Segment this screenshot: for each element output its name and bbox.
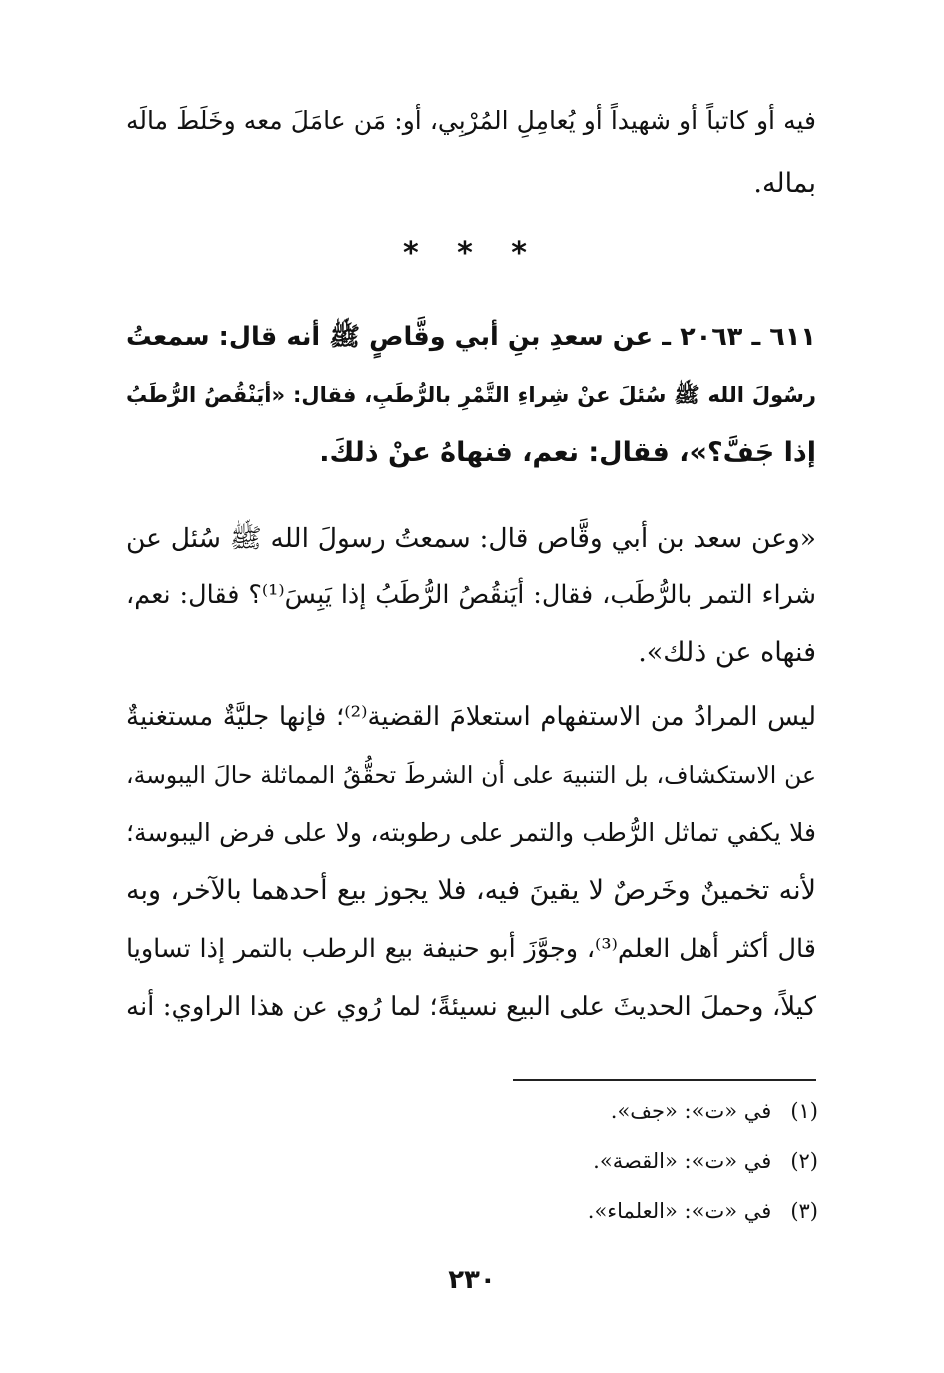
commentary-line-1: «وعن سعد بن أبي وقَّاص قال: سمعتُ رسولَ الله ﷺ سُئل عن xyxy=(126,523,816,554)
footnote-text: في «ت»: «العلماء». xyxy=(587,1199,772,1223)
intro-line-2: بماله. xyxy=(753,168,816,199)
intro-line-1: فيه أو كاتباً أو شهيداً أو يُعامِلِ المُرْبِي، أو: مَن عامَلَ معه وخَلَطَ مالَه xyxy=(126,106,816,135)
footnote-3 xyxy=(588,1194,818,1228)
footnote-divider xyxy=(513,1079,816,1081)
footnote-text: في «ت»: «القصة». xyxy=(593,1149,772,1173)
commentary-line-7: لأنه تخمينٌ وخَرصٌ لا يقينَ فيه، فلا يجوز بيع أحدهما بالآخر، وبه xyxy=(126,875,816,906)
footnote-text: في «ت»: «جف». xyxy=(610,1099,772,1123)
footnote-number: (٣) xyxy=(790,1199,818,1223)
page-number: ٢٣٠ xyxy=(448,1265,496,1295)
footnote-2 xyxy=(593,1144,818,1178)
commentary-line-2: شراء التمر بالرُّطَب، فقال: أيَنقُصُ الرُّطَبُ إذا يَبِسَ⁽¹⁾؟ فقال: نعم، xyxy=(126,580,816,610)
hadith-line-1: ٦١١ ـ ٢٠٦٣ ـ عن سعدِ بنِ أبي وقَّاصٍ ﷺ أنه قال: سمعتُ xyxy=(126,322,816,352)
footnote-number: (٢) xyxy=(790,1149,818,1173)
commentary-line-5: عن الاستكشاف، بل التنبيهَ على أن الشرطَ تحقُّقُ المماثلة حالَ اليبوسة، xyxy=(126,761,816,789)
commentary-line-4: ليس المرادُ من الاستفهام استعلامَ القضية⁽²⁾؛ فإنها جليَّةٌ مستغنيةٌ xyxy=(126,702,816,732)
commentary-line-8: قال أكثر أهل العلم⁽³⁾، وجوَّزَ أبو حنيفة بيع الرطب بالتمر إذا تساويا xyxy=(126,934,816,964)
footnote-number: (١) xyxy=(790,1099,818,1123)
commentary-line-6: فلا يكفي تماثل الرُّطب والتمر على رطوبته، ولا على فرض اليبوسة؛ xyxy=(126,818,816,847)
hadith-line-2: رسُولَ الله ﷺ سُئلَ عنْ شِراءِ التَّمْرِ بالرُّطَبِ، فقال: «أيَنْقُصُ الرُّطَبُ xyxy=(126,383,816,407)
footnote-1 xyxy=(611,1094,818,1128)
commentary-line-9: كيلاً، وحملَ الحديثَ على البيع نسيئةً؛ لما رُوي عن هذا الراوي: أنه xyxy=(126,992,816,1022)
hadith-line-3: إذا جَفَّ؟»، فقال: نعم، فنهاهُ عنْ ذلكَ. xyxy=(319,437,816,468)
commentary-line-3: فنهاه عن ذلك». xyxy=(638,637,816,668)
section-separator: * * * xyxy=(403,236,541,271)
